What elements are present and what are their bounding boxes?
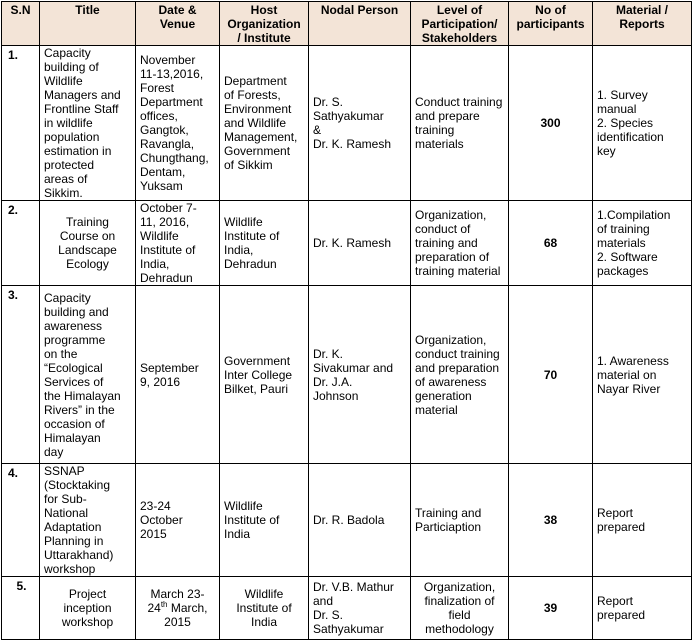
cell-sn: 2. xyxy=(2,201,40,286)
cell-date-venue: 23-24 October 2015 xyxy=(136,464,220,577)
header-title: Title xyxy=(40,2,136,46)
cell-material: Report prepared xyxy=(593,577,692,640)
cell-participants: 39 xyxy=(509,577,593,640)
date-venue-day: 24 xyxy=(147,601,161,615)
table-row xyxy=(2,201,692,286)
cell-sn: 1. xyxy=(2,46,40,201)
participation-table xyxy=(1,1,692,640)
cell-host: Wildlife Institute of India, Dehradun xyxy=(220,201,309,286)
cell-sn: 3. xyxy=(2,286,40,464)
cell-nodal: Dr. V.B. Mathur and Dr. S. Sathyakumar xyxy=(309,577,411,640)
table-row xyxy=(2,577,692,640)
cell-level: Conduct training and prepare training materials xyxy=(411,46,509,201)
header-sn: S.N xyxy=(2,2,40,46)
cell-participants: 38 xyxy=(509,464,593,577)
cell-nodal: Dr. K. Ramesh xyxy=(309,201,411,286)
cell-material: 1. Survey manual 2. Species identification key xyxy=(593,46,692,201)
header-host: Host Organization / Institute xyxy=(220,2,309,46)
header-row xyxy=(2,2,692,46)
cell-date-venue: October 7- 11, 2016, Wildlife Institute of India, Dehradun xyxy=(136,201,220,286)
table-row xyxy=(2,286,692,464)
cell-host: Wildlife Institute of India xyxy=(220,464,309,577)
header-nodal: Nodal Person xyxy=(309,2,411,46)
date-venue-month: March, xyxy=(167,601,208,615)
date-venue-line-1: March 23- xyxy=(150,587,205,601)
cell-nodal: Dr. R. Badola xyxy=(309,464,411,577)
cell-sn: 5. xyxy=(2,577,40,640)
cell-title: Project inception workshop xyxy=(40,577,136,640)
cell-title: Capacity building of Wildlife Managers and Frontline Staff in wildlife population estimation in protected areas of Sikkim. xyxy=(40,46,136,201)
header-participants: No of participants xyxy=(509,2,593,46)
header-material: Material / Reports xyxy=(593,2,692,46)
cell-nodal: Dr. K. Sivakumar and Dr. J.A. Johnson xyxy=(309,286,411,464)
cell-date-venue: September 9, 2016 xyxy=(136,286,220,464)
cell-title: Training Course on Landscape Ecology xyxy=(40,201,136,286)
cell-material: Report prepared xyxy=(593,464,692,577)
cell-title: Capacity building and awareness programme on the “Ecological Services of the Himalayan Rivers” in the occasion of Himalayan day xyxy=(40,286,136,464)
cell-level: Training and Particiaption xyxy=(411,464,509,577)
header-level: Level of Participation/ Stakeholders xyxy=(411,2,509,46)
cell-host: Department of Forests, Environment and Wildlife Management, Government of Sikkim xyxy=(220,46,309,201)
cell-date-venue xyxy=(136,577,220,640)
cell-participants: 300 xyxy=(509,46,593,201)
table-row xyxy=(2,464,692,577)
cell-sn: 4. xyxy=(2,464,40,577)
cell-level: Organization, conduct training and preparation of awareness generation material xyxy=(411,286,509,464)
header-date-venue: Date & Venue xyxy=(136,2,220,46)
date-venue-ordinal: th xyxy=(160,600,168,609)
cell-material: 1.Compilation of training materials 2. Software packages xyxy=(593,201,692,286)
date-venue-year: 2015 xyxy=(164,615,191,629)
cell-nodal: Dr. S. Sathyakumar & Dr. K. Ramesh xyxy=(309,46,411,201)
cell-participants: 70 xyxy=(509,286,593,464)
cell-host: Wildlife Institute of India xyxy=(220,577,309,640)
cell-participants: 68 xyxy=(509,201,593,286)
cell-title: SSNAP (Stocktaking for Sub- National Adaptation Planning in Uttarakhand) workshop xyxy=(40,464,136,577)
cell-material: 1. Awareness material on Nayar River xyxy=(593,286,692,464)
cell-level: Organization, conduct of training and preparation of training material xyxy=(411,201,509,286)
cell-level: Organization, finalization of field methodology xyxy=(411,577,509,640)
cell-host: Government Inter College Bilket, Pauri xyxy=(220,286,309,464)
table-row xyxy=(2,46,692,201)
cell-date-venue: November 11-13,2016, Forest Department offices, Gangtok, Ravangla, Chungthang, Dentam, Yuksam xyxy=(136,46,220,201)
